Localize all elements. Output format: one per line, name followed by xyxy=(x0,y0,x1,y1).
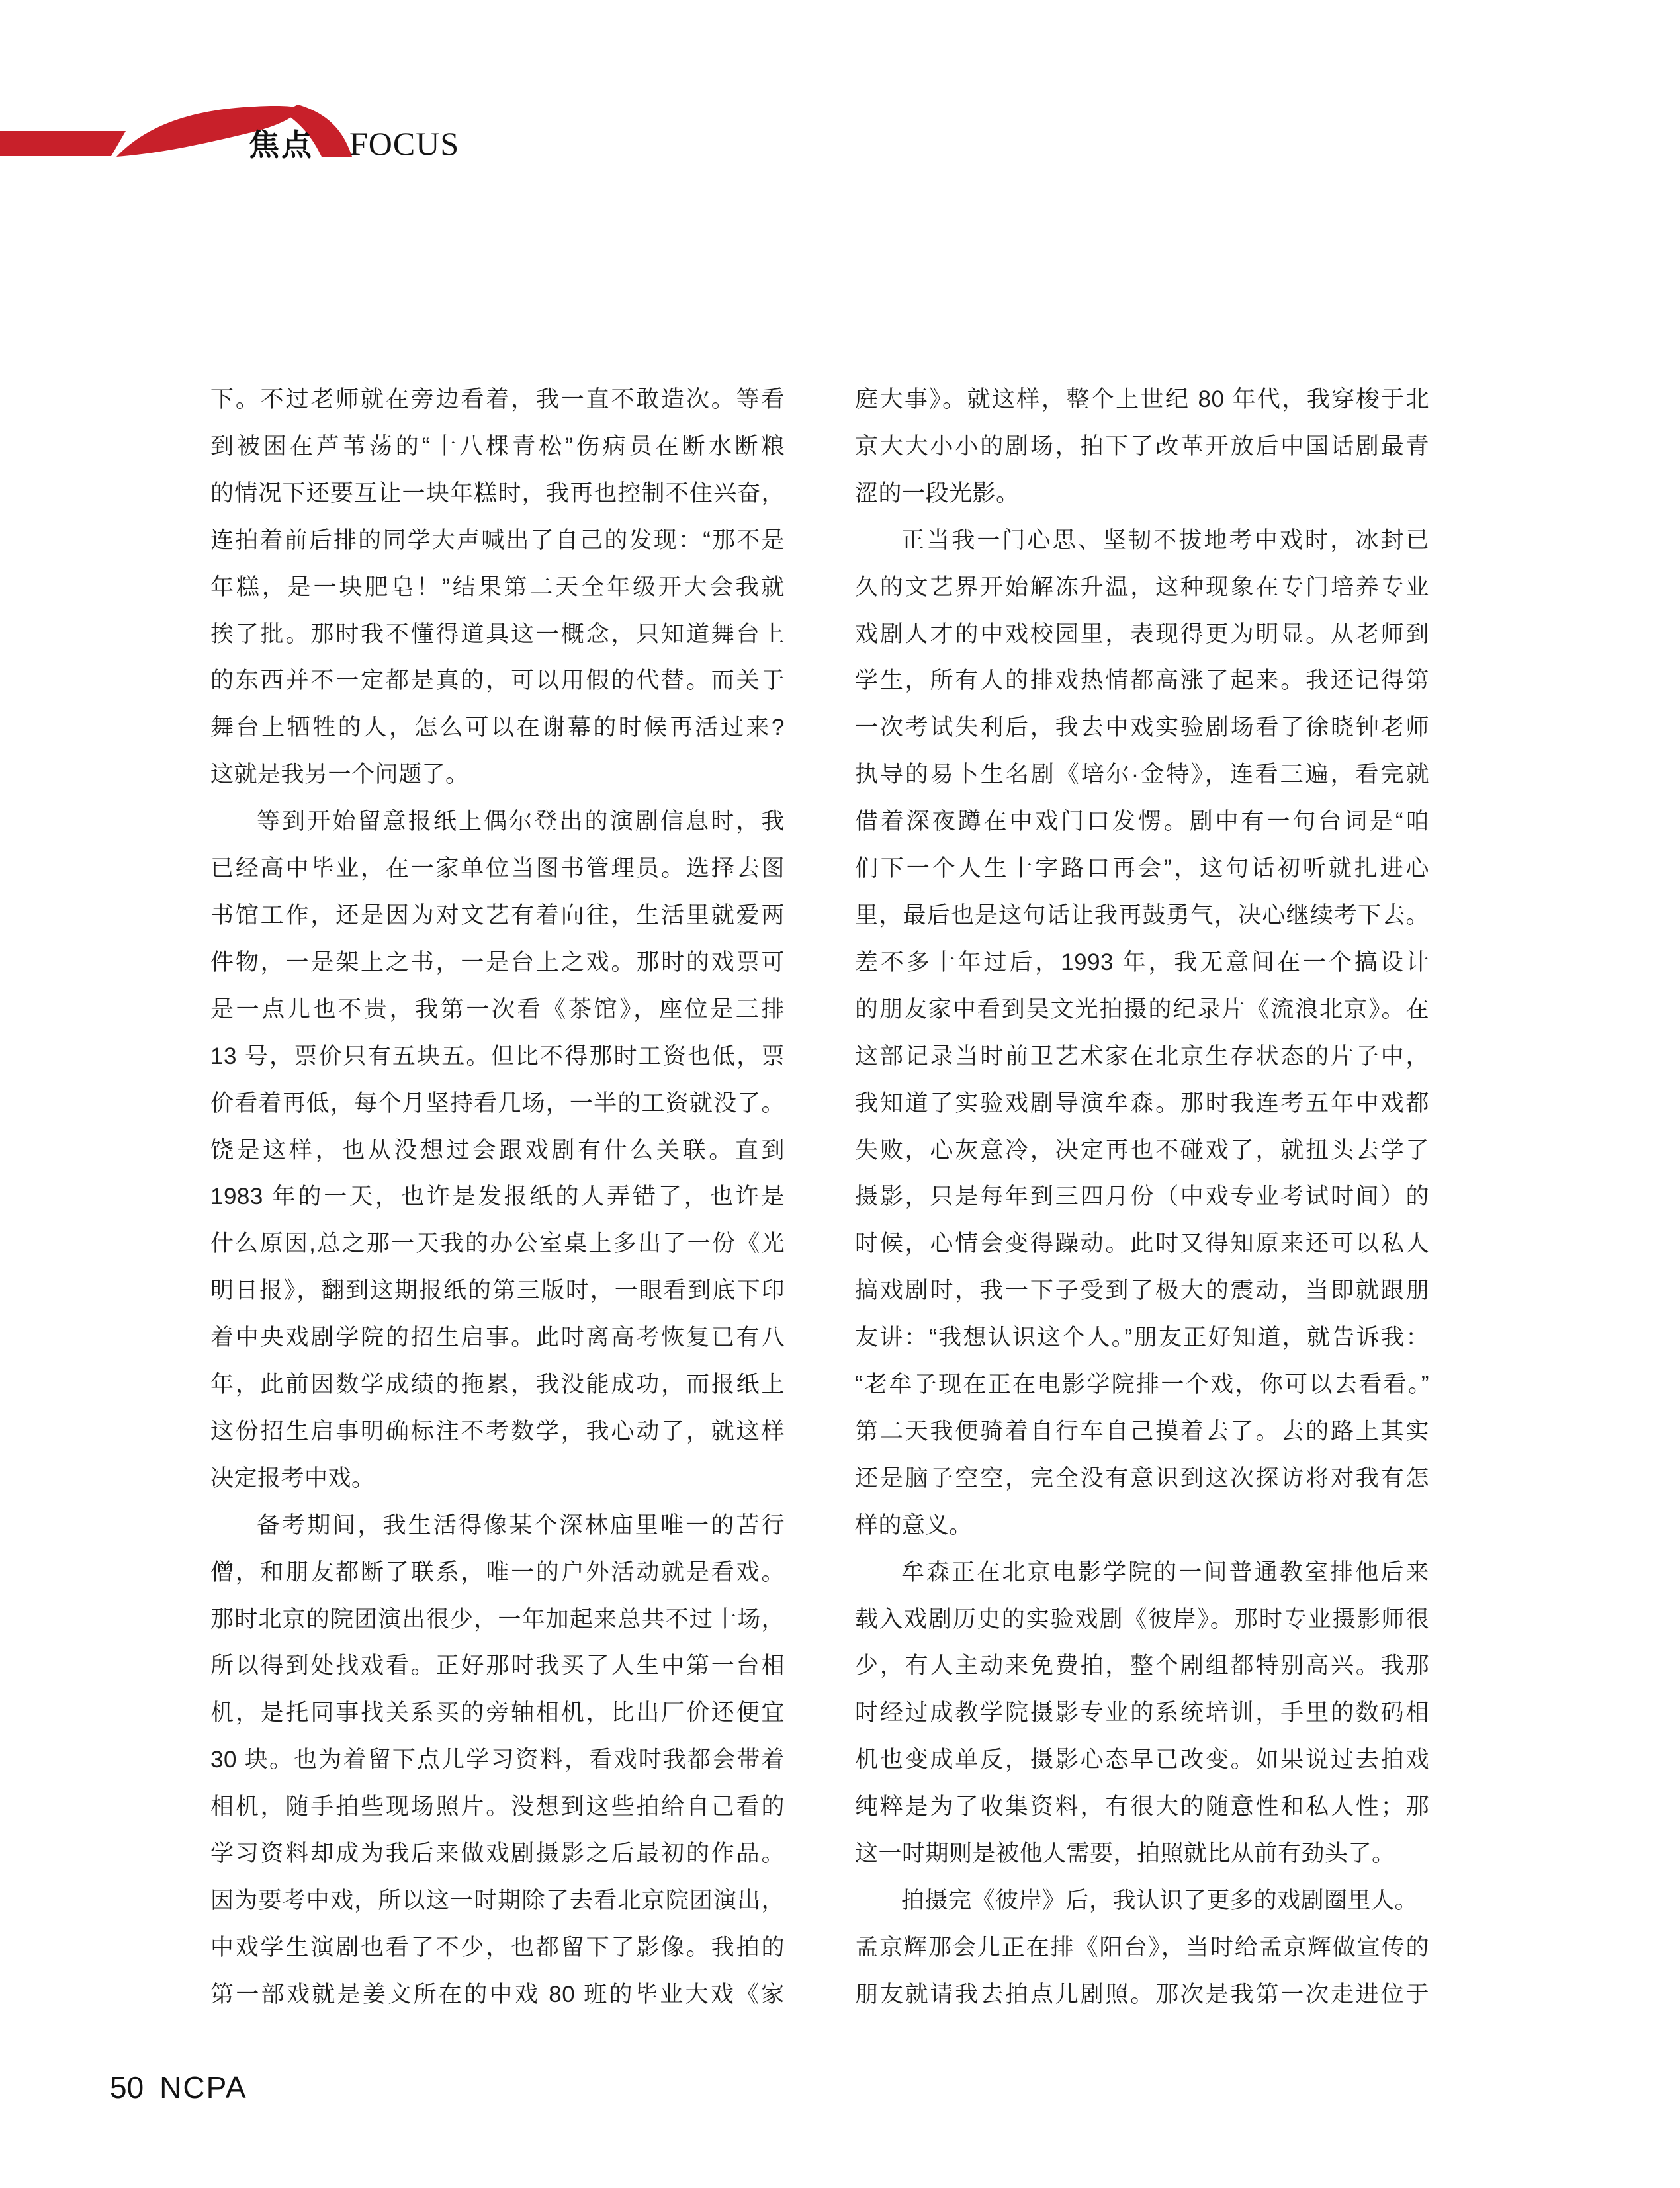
text-line: 13 号，票价只有五块五。但比不得那时工资也低，票 xyxy=(210,1043,785,1069)
text-line: 中戏学生演剧也看了不少，也都留下了影像。我拍的 xyxy=(210,1934,785,1960)
text-line: 还是脑子空空，完全没有意识到这次探访将对我有怎 xyxy=(855,1465,1429,1491)
text-line: 涩的一段光影。 xyxy=(855,480,1020,506)
red-bar-shape xyxy=(0,131,126,156)
text-line: 学习资料却成为我后来做戏剧摄影之后最初的作品。 xyxy=(210,1841,785,1867)
text-line: 那时北京的院团演出很少，一年加起来总共不过十场， xyxy=(210,1606,785,1632)
text-line: 正当我一门心思、坚韧不拔地考中戏时，冰封已 xyxy=(901,527,1429,553)
section-title-cn: 焦点 xyxy=(249,128,314,162)
text-line: 庭大事》。就这样，整个上世纪 80 年代，我穿梭于北 xyxy=(855,386,1429,412)
text-line: 僧，和朋友都断了联系，唯一的户外活动就是看戏。 xyxy=(210,1559,785,1585)
left-column xyxy=(210,376,785,2019)
text-line: 备考期间，我生活得像某个深林庙里唯一的苦行 xyxy=(257,1512,785,1538)
text-line: 久的文艺界开始解冻升温，这种现象在专门培养专业 xyxy=(855,574,1429,600)
text-line: 年，此前因数学成绩的拖累，我没能成功，而报纸上 xyxy=(210,1372,785,1398)
text-line: 摄影，只是每年到三四月份（中戏专业考试时间）的 xyxy=(855,1184,1429,1210)
text-line: 搞戏剧时，我一下子受到了极大的震动，当即就跟朋 xyxy=(855,1278,1429,1304)
text-line: 时经过成教学院摄影专业的系统培训，手里的数码相 xyxy=(855,1700,1429,1726)
text-line: 戏剧人才的中戏校园里，表现得更为明显。从老师到 xyxy=(855,621,1429,647)
text-line: 这份招生启事明确标注不考数学，我心动了，就这样 xyxy=(210,1418,785,1444)
text-line: 这就是我另一个问题了。 xyxy=(210,762,469,788)
text-line: 价看着再低，每个月坚持看几场，一半的工资就没了。 xyxy=(210,1090,785,1116)
text-line: 书馆工作，还是因为对文艺有着向往，生活里就爱两 xyxy=(210,902,785,928)
text-line: 牟森正在北京电影学院的一间普通教室排他后来 xyxy=(901,1559,1429,1585)
text-line: 我知道了实验戏剧导演牟森。那时我连考五年中戏都 xyxy=(855,1090,1429,1116)
text-line: 下。不过老师就在旁边看着，我一直不敢造次。等看 xyxy=(210,386,785,412)
text-line: 的情况下还要互让一块年糕时，我再也控制不住兴奋， xyxy=(210,480,785,506)
text-line: 30 块。也为着留下点儿学习资料，看戏时我都会带着 xyxy=(210,1747,785,1773)
text-line: 连拍着前后排的同学大声喊出了自己的发现：“那不是 xyxy=(210,527,785,553)
text-line: 着中央戏剧学院的招生启事。此时离高考恢复已有八 xyxy=(210,1325,785,1351)
text-line: 样的意义。 xyxy=(855,1512,973,1538)
text-line: 年糕，是一块肥皂！”结果第二天全年级开大会我就 xyxy=(210,574,785,600)
text-line: 机也变成单反，摄影心态早已改变。如果说过去拍戏 xyxy=(855,1747,1429,1773)
text-line: 第一部戏就是姜文所在的中戏 80 班的毕业大戏《家 xyxy=(210,1981,785,2007)
right-column xyxy=(855,376,1429,2019)
text-line: 所以得到处找戏看。正好那时我买了人生中第一台相 xyxy=(210,1653,785,1679)
page-number: 50 xyxy=(110,2070,144,2105)
text-line: 1983 年的一天，也许是发报纸的人弄错了，也许是 xyxy=(210,1184,785,1210)
text-line: 这一时期则是被他人需要，拍照就比从前有劲头了。 xyxy=(855,1841,1395,1867)
brand: NCPA xyxy=(159,2070,247,2105)
text-line: 等到开始留意报纸上偶尔登出的演剧信息时，我 xyxy=(257,809,785,835)
text-line: 里，最后也是这句话让我再鼓勇气，决心继续考下去。 xyxy=(855,902,1429,928)
text-line: 的朋友家中看到吴文光拍摄的纪录片《流浪北京》。在 xyxy=(855,996,1429,1022)
text-line: 纯粹是为了收集资料，有很大的随意性和私人性；那 xyxy=(855,1794,1429,1820)
section-title-en: FOCUS xyxy=(349,125,460,162)
text-line: 明日报》，翻到这期报纸的第三版时，一眼看到底下印 xyxy=(210,1278,785,1304)
text-line: 友讲：“我想认识这个人。”朋友正好知道，就告诉我： xyxy=(855,1325,1429,1351)
text-line: 时候，心情会变得躁动。此时又得知原来还可以私人 xyxy=(855,1231,1429,1257)
text-line: 什么原因,总之那一天我的办公室桌上多出了一份《光 xyxy=(210,1231,785,1257)
text-line: 饶是这样，也从没想过会跟戏剧有什么关联。直到 xyxy=(210,1137,785,1163)
text-line: 决定报考中戏。 xyxy=(210,1465,375,1491)
text-line: 一次考试失利后，我去中戏实验剧场看了徐晓钟老师 xyxy=(855,715,1429,741)
text-line: 机，是托同事找关系买的旁轴相机，比出厂价还便宜 xyxy=(210,1700,785,1726)
text-line: 执导的易卜生名剧《培尔·金特》，连看三遍，看完就 xyxy=(855,762,1429,788)
text-line: 相机，随手拍些现场照片。没想到这些拍给自己看的 xyxy=(210,1794,785,1820)
text-line: 载入戏剧历史的实验戏剧《彼岸》。那时专业摄影师很 xyxy=(855,1606,1429,1632)
text-line: 已经高中毕业，在一家单位当图书管理员。选择去图 xyxy=(210,855,785,882)
text-line: 借着深夜蹲在中戏门口发愣。剧中有一句台词是“咱 xyxy=(855,809,1429,835)
text-line: 这部记录当时前卫艺术家在北京生存状态的片子中， xyxy=(855,1043,1429,1069)
text-line: 第二天我便骑着自行车自己摸着去了。去的路上其实 xyxy=(855,1418,1429,1444)
text-line: 朋友就请我去拍点儿剧照。那次是我第一次走进位于 xyxy=(855,1981,1429,2007)
text-line: “老牟子现在正在电影学院排一个戏，你可以去看看。” xyxy=(855,1372,1429,1398)
text-line: 挨了批。那时我不懂得道具这一概念，只知道舞台上 xyxy=(210,621,785,647)
text-line: 件物，一是架上之书，一是台上之戏。那时的戏票可 xyxy=(210,949,785,975)
text-line: 到被困在芦苇荡的“十八棵青松”伤病员在断水断粮 xyxy=(210,433,785,459)
text-line: 失败，心灰意冷，决定再也不碰戏了，就扭头去学了 xyxy=(855,1137,1429,1163)
page-footer xyxy=(110,2072,247,2103)
text-line: 拍摄完《彼岸》后，我认识了更多的戏剧圈里人。 xyxy=(901,1888,1419,1913)
text-line: 少，有人主动来免费拍，整个剧组都特别高兴。我那 xyxy=(855,1653,1429,1679)
text-line: 差不多十年过后，1993 年，我无意间在一个搞设计 xyxy=(855,949,1429,975)
text-line: 舞台上牺牲的人，怎么可以在谢幕的时候再活过来? xyxy=(210,715,785,741)
text-line: 京大大小小的剧场，拍下了改革开放后中国话剧最青 xyxy=(855,433,1429,459)
text-line: 的东西并不一定都是真的，可以用假的代替。而关于 xyxy=(210,668,785,694)
text-line: 孟京辉那会儿正在排《阳台》，当时给孟京辉做宣传的 xyxy=(855,1934,1429,1960)
text-line: 是一点儿也不贵，我第一次看《茶馆》，座位是三排 xyxy=(210,996,785,1022)
text-line: 因为要考中戏，所以这一时期除了去看北京院团演出， xyxy=(210,1888,785,1913)
text-line: 学生，所有人的排戏热情都高涨了起来。我还记得第 xyxy=(855,668,1429,694)
text-line: 们下一个人生十字路口再会”，这句话初听就扎进心 xyxy=(855,855,1429,882)
